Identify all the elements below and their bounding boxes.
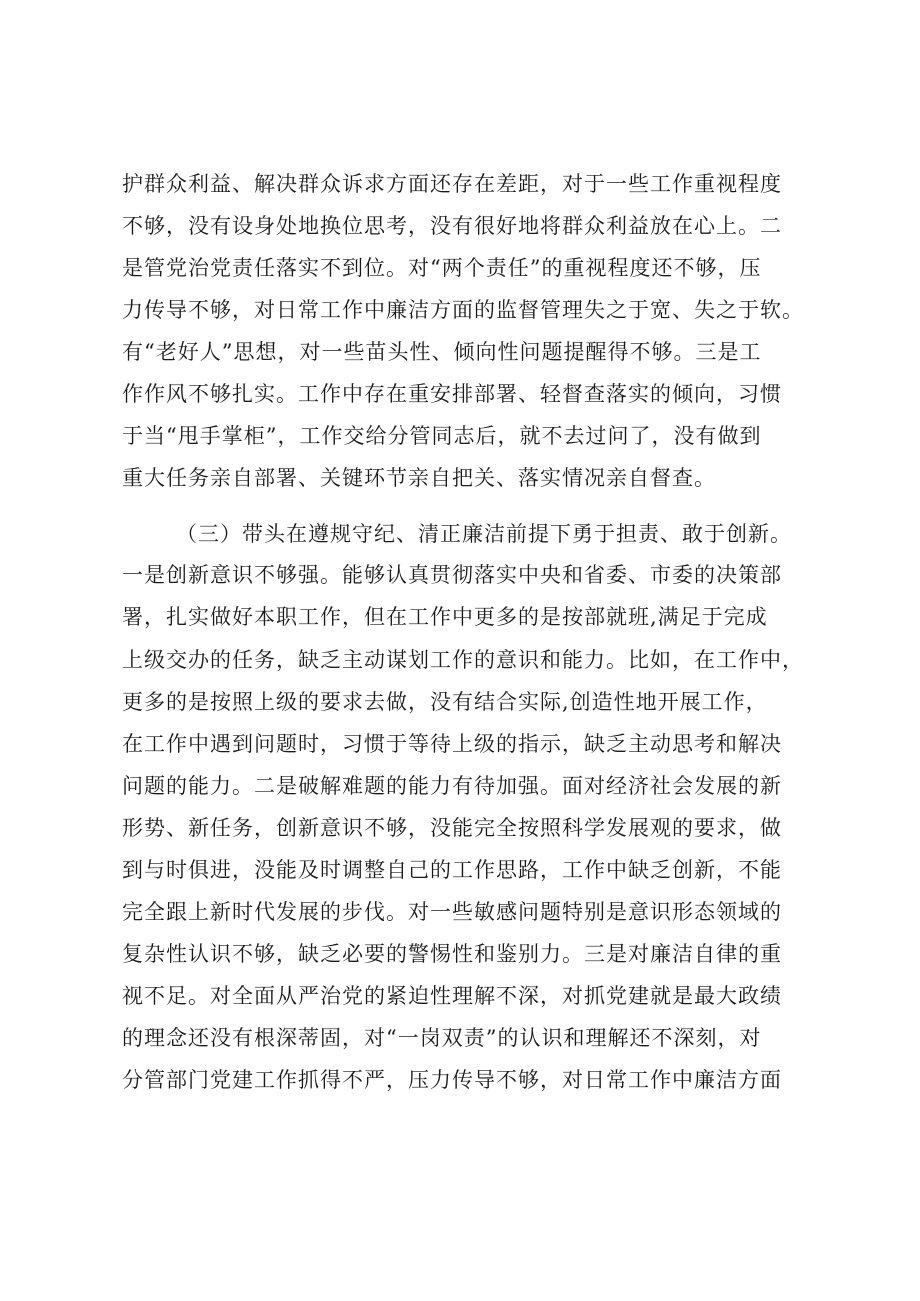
- text-line: 上级交办的任务，缺乏主动谋划工作的意识和能力。比如，在工作中，: [122, 648, 804, 672]
- text-line: 问题的能力。二是破解难题的能力有待加强。面对经济社会发展的新: [122, 774, 782, 798]
- text-line: 一是创新意识不够强。能够认真贯彻落实中央和省委、市委的决策部: [122, 563, 782, 587]
- text-line: 是管党治党责任落实不到位。对“两个责任”的重视程度还不够，压: [122, 256, 762, 280]
- text-line: 在工作中遇到问题时，习惯于等待上级的指示，缺乏主动思考和解决: [122, 732, 782, 756]
- text-line: 不够，没有设身处地换位思考，没有很好地将群众利益放在心上。二: [122, 214, 782, 238]
- text-line: 署，扎实做好本职工作，但在工作中更多的是按部就班,满足于完成: [122, 605, 768, 629]
- text-line: 重大任务亲自部署、关键环节亲自把关、落实情况亲自督查。: [122, 466, 716, 490]
- text-line: 的理念还没有根深蒂固，对“一岗双责”的认识和理解还不深刻，对: [122, 1026, 762, 1050]
- text-line: 力传导不够，对日常工作中廉洁方面的监督管理失之于宽、失之于软。: [122, 298, 804, 322]
- text-line: 护群众利益、解决群众诉求方面还存在差距，对于一些工作重视程度: [122, 172, 782, 196]
- section-heading: （三）带头在遵规守纪、清正廉洁前提下勇于担责、敢于创新。: [176, 522, 792, 546]
- text-line: 有“老好人”思想，对一些苗头性、倾向性问题提醒得不够。三是工: [122, 340, 762, 364]
- text-line: 分管部门党建工作抓得不严，压力传导不够，对日常工作中廉洁方面: [122, 1068, 782, 1092]
- text-line: 复杂性认识不够，缺乏必要的警惕性和鉴别力。三是对廉洁自律的重: [122, 942, 782, 966]
- text-line: 到与时俱进，没能及时调整自己的工作思路，工作中缺乏创新，不能: [122, 858, 782, 882]
- text-line: 于当“甩手掌柜”，工作交给分管同志后，就不去过问了，没有做到: [122, 424, 762, 448]
- text-line: 视不足。对全面从严治党的紧迫性理解不深，对抓党建就是最大政绩: [122, 984, 782, 1008]
- text-line: 完全跟上新时代发展的步伐。对一些敏感问题特别是意识形态领域的: [122, 900, 782, 924]
- text-line: 作作风不够扎实。工作中存在重安排部署、轻督查落实的倾向，习惯: [122, 382, 782, 406]
- text-line: 形势、新任务，创新意识不够，没能完全按照科学发展观的要求，做: [122, 816, 782, 840]
- text-line: 更多的是按照上级的要求去做，没有结合实际,创造性地开展工作，: [122, 690, 768, 714]
